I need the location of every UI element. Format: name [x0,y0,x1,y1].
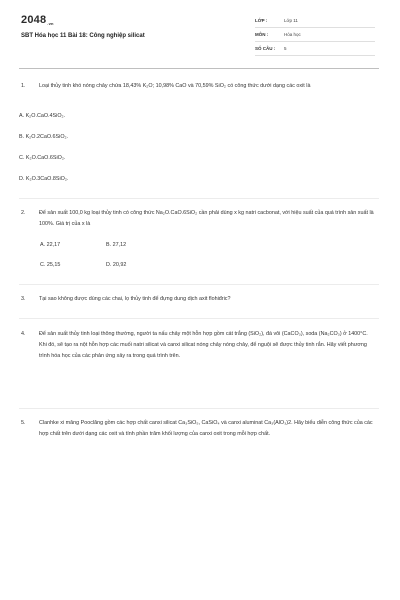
question-number: 1. [21,83,26,89]
question-number: 3. [21,296,26,302]
meta-grade: LỚP : Lớp 11 [255,15,375,28]
option-d: D. K₂O.3CaO.8SiO₂. [19,176,69,182]
question-text: Để sản xuất 100,0 kg loại thủy tinh có công thức Na₂O.CaO.6SiO₂ cần phải dùng x kg natri cacbonat, với hiệu suất của quá trình sản xuất là 100%. Giá trị của x là [39,210,374,227]
option-a: A. K₂O.CaO.4SiO₂. [19,113,66,119]
header [0,0,400,68]
site-logo[interactable]: 2048.vn [21,14,54,26]
option-d: D. 20,92 [106,262,127,268]
meta-subject: MÔN : Hóa học [255,29,375,42]
divider [19,284,379,285]
question-text: Tại sao không được dùng các chai, lọ thủy tinh để đựng dung dịch axit flohiđric? [39,296,231,302]
meta-question-count: SỐ CÂU : 5 [255,43,375,56]
option-a: A. 22,17 [40,242,61,248]
page-title: SBT Hóa học 11 Bài 18: Công nghiệp silicat [21,33,145,39]
question-number: 2. [21,210,26,216]
option-c: C. K₂O.CaO.6SiO₂. [19,155,66,161]
question-text: Clanhke xi măng Pooclăng gồm các hợp chất canxi silicat Ca₃SiO₅, CaSiO₄ và canxi aluminat Ca₃(AlO₃)2. Hãy biểu diễn công thức của các hợp chất trên dưới dạng các oxit và tính phần trăm khối lượng của canxi oxit trong mỗi hợp chất. [39,420,373,437]
option-c: C. 25,15 [40,262,61,268]
divider [19,318,379,319]
question-number: 4. [21,331,26,337]
option-b: B. K₂O.2CaO.6SiO₂. [19,134,69,140]
question-number: 5. [21,420,26,426]
question-text: Loại thủy tinh khó nóng chảy chứa 18,43% K₂O; 10,98% CaO và 70,59% SiO₂ có công thức dưới dạng các oxit là [39,83,311,89]
divider [19,408,379,409]
option-b: B. 27,12 [106,242,127,248]
divider [19,198,379,199]
header-divider [19,68,379,69]
question-text: Để sản xuất thủy tinh loại thông thường, người ta nấu chảy một hỗn hợp gồm cát trắng (SiO₂), đá vôi (CaCO₃), soda (Na₂CO₃) ở 1400°C. Khi đó, sẽ tạo ra nột hỗn hợp các muối natri silicat và canxi silicat nóng chảy nóng chảy, để nguội sẽ được thủy tinh rắn. Hãy viết phương trình hóa học của các phản ứng xảy ra trong quá trình trên. [39,331,368,359]
